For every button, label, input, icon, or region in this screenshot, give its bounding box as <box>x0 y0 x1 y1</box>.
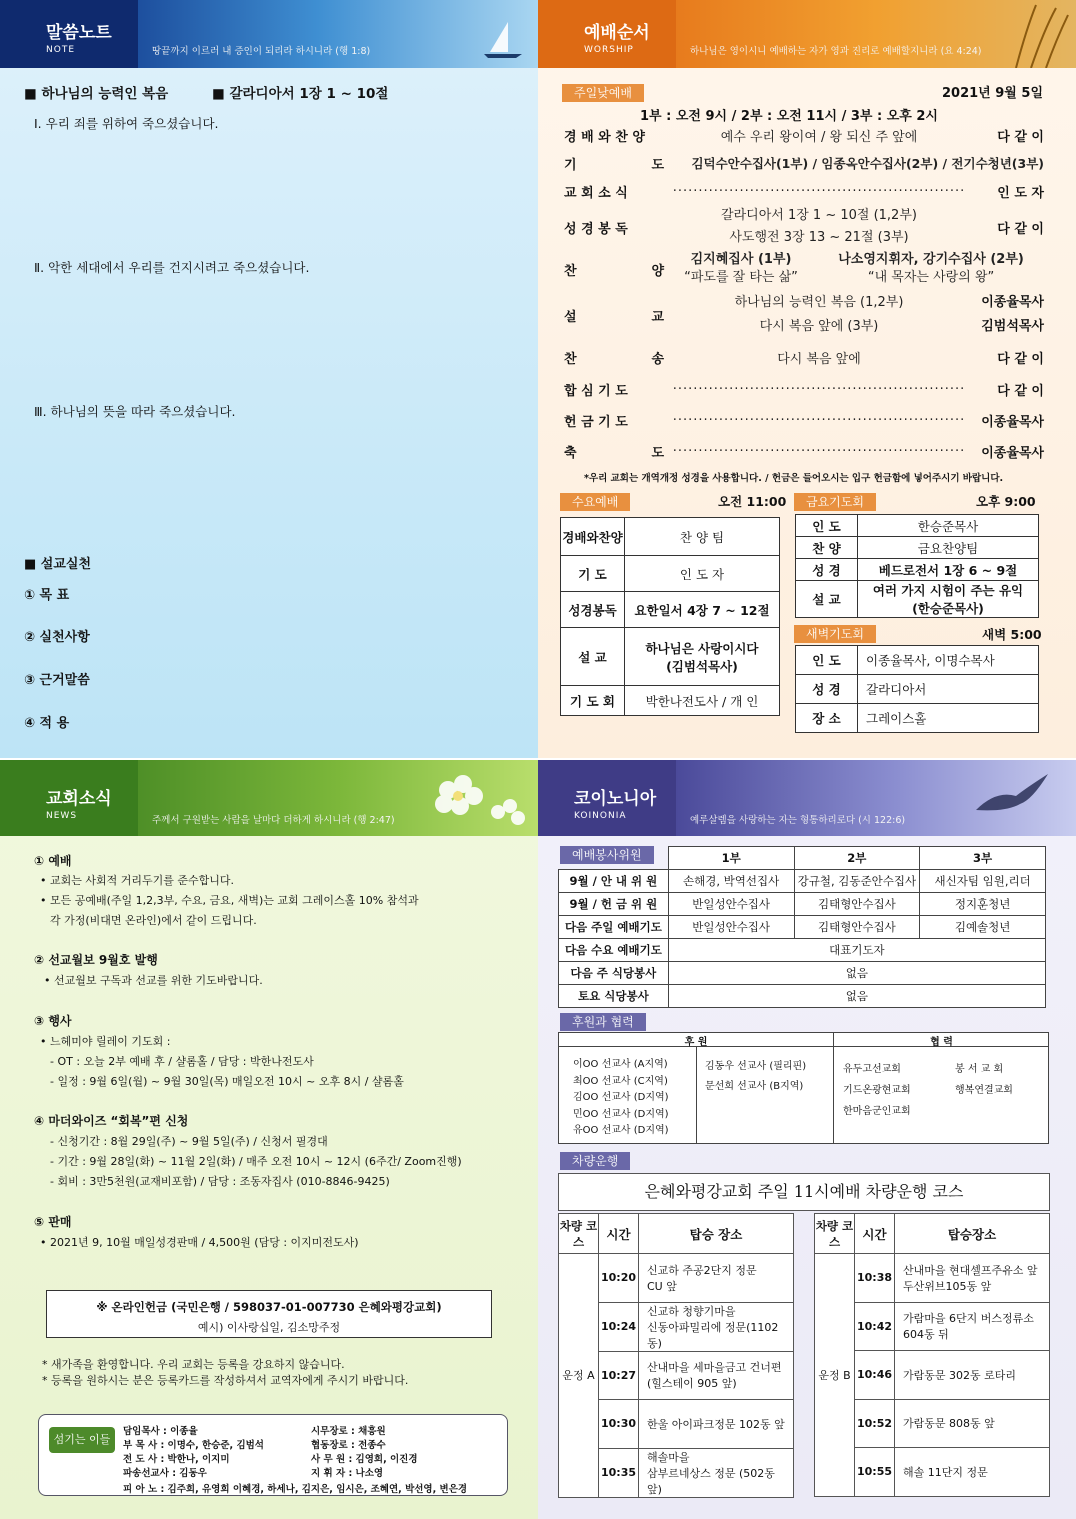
bus-course: 운정 B <box>815 1254 855 1497</box>
order-label: 축 도 <box>564 445 664 461</box>
sea-banner <box>138 0 538 68</box>
wednesday-tag: 수요예배 <box>560 493 630 511</box>
news-line: 각 가정(비대면 온라인)에서 같이 드립니다. <box>50 914 257 927</box>
news-item-title: ③ 행사 <box>34 1014 72 1028</box>
committee-col: 1부 <box>668 847 794 870</box>
online-offering-account: ※ 온라인헌금 (국민은행 / 598037-01-007730 은혜와평강교회) <box>96 1300 442 1314</box>
committee-cell: 정지훈청년 <box>920 893 1046 916</box>
bus-stop: 한울 아이파크정문 102동 앞 <box>639 1400 794 1449</box>
order-row <box>564 295 1044 334</box>
dawn-val: 그레이스홀 <box>858 704 1039 733</box>
practice-item: ③ 근거말씀 <box>24 673 90 688</box>
bus-course: 운정 A <box>559 1254 599 1498</box>
dawn-tag: 새벽기도회 <box>794 625 876 643</box>
news-line: • 교회는 사회적 거리두기를 준수합니다. <box>40 874 234 887</box>
wed-key: 기 도 회 <box>561 686 625 716</box>
bus-time: 10:24 <box>599 1302 639 1351</box>
order-content: 다시 복음 앞에 <box>777 351 861 367</box>
news-line: • 모든 공예배(주일 1,2,3부, 수요, 금요, 새벽)는 교회 그레이스홀 10% 참석과 <box>40 894 419 907</box>
note-subtitle: NOTE <box>46 45 76 55</box>
order-leader: 다 같 이 <box>997 383 1044 399</box>
order-label: 찬 양 <box>564 263 664 279</box>
order-row <box>564 150 1044 176</box>
sunday-tag: 주일낮예배 <box>562 84 644 102</box>
order-row <box>564 252 1044 285</box>
wednesday-time: 오전 11:00 <box>718 494 787 509</box>
committee-role: 다음 수요 예배기도 <box>559 939 669 962</box>
koinonia-subtitle: KOINONIA <box>574 811 627 821</box>
fri-val: 베드로전서 1장 6 ~ 9절 <box>858 559 1039 581</box>
order-row <box>564 344 1044 370</box>
bus-stop: 해솔마을 삼부르네상스 정문 (502동 앞) <box>639 1448 794 1497</box>
welcome-line: * 등록을 원하시는 분은 등록카드를 작성하셔서 교역자에게 주시기 바랍니다. <box>42 1374 409 1387</box>
practice-title: ■ 설교실천 <box>24 557 92 572</box>
divider <box>833 1047 834 1143</box>
praise-song: “내 목자는 사랑의 왕” <box>867 270 995 285</box>
order-label: 헌 금 기 도 <box>564 414 628 430</box>
koinonia-verse: 예루살렘을 사랑하는 자는 형통하리로다 (시 122:6) <box>690 815 906 826</box>
bus-tag: 차량운행 <box>560 1152 630 1170</box>
bus-stop: 신교하 주공2단지 정문 CU 앞 <box>639 1254 794 1303</box>
cooperation-col: 봉 서 교 회 행복연결교회 <box>955 1064 1013 1096</box>
wed-key: 경배와찬양 <box>561 518 625 556</box>
dawn-val: 갈라디아서 <box>858 675 1039 704</box>
fri-val: 금요찬양팀 <box>858 537 1039 559</box>
staff-right: 시무장로 : 채흥원 협동장로 : 전종수 사 무 원 : 김영희, 이진경 지 휘 자 : 나소영 <box>311 1426 418 1479</box>
bus-time: 10:30 <box>599 1400 639 1449</box>
committee-role: 토요 식당봉사 <box>559 985 669 1008</box>
order-label: 합 심 기 도 <box>564 383 628 399</box>
sermon-passage: ■ 갈라디아서 1장 1 ~ 10절 <box>212 86 389 102</box>
wed-val: 요한일서 4장 7 ~ 12절 <box>625 592 780 628</box>
news-title: 교회소식 <box>46 789 112 809</box>
sermon-line: 다시 복음 앞에 (3부) <box>759 319 879 334</box>
praise-song: “파도를 잘 타는 삶” <box>684 270 798 285</box>
worship-subtitle: WORSHIP <box>584 45 634 55</box>
fri-val: 여러 가지 시험이 주는 유익 (한승준목사) <box>858 581 1039 618</box>
order-leader: 이종율목사 <box>981 445 1044 461</box>
news-item-title: ② 선교월보 9월호 발행 <box>34 953 158 967</box>
dawn-key: 장 소 <box>796 704 858 733</box>
wed-key: 성경봉독 <box>561 592 625 628</box>
bus-table-b <box>814 1213 1050 1497</box>
bus-title: 은혜와평강교회 주일 11시예배 차량운행 코스 <box>558 1173 1050 1211</box>
news-title-box <box>0 760 138 836</box>
sermon-point: Ⅱ. 악한 세대에서 우리를 건지시려고 죽으셨습니다. <box>34 260 310 275</box>
leader-dots: ························································· <box>672 381 966 397</box>
note-title: 말씀노트 <box>46 23 112 43</box>
dawn-val: 이종율목사, 이명수목사 <box>858 646 1039 675</box>
committee-cell: 없음 <box>668 962 1045 985</box>
order-label: 설 교 <box>564 309 664 325</box>
praise-leader: 김지혜집사 (1부) <box>690 252 792 267</box>
news-item-title: ⑤ 판매 <box>34 1215 72 1229</box>
wed-val: 찬 양 팀 <box>625 518 780 556</box>
preacher: 김범석목사 <box>981 319 1044 334</box>
news-item-title: ① 예배 <box>34 854 72 868</box>
sponsor-head: 후 원 <box>559 1033 833 1047</box>
friday-time: 오후 9:00 <box>976 494 1036 509</box>
bus-stop: 가람마을 6단지 버스정류소 604동 뒤 <box>895 1302 1050 1351</box>
practice-item: ① 목 표 <box>24 588 70 603</box>
order-leader: 다 같 이 <box>997 221 1044 237</box>
order-label: 교 회 소 식 <box>564 185 628 201</box>
bus-table-a <box>558 1213 794 1498</box>
bus-head: 시간 <box>599 1214 639 1254</box>
order-label: 경 배 와 찬 양 <box>564 129 645 145</box>
committee-cell: 손해경, 박역선집사 <box>668 870 794 893</box>
committee-table <box>558 846 1046 1008</box>
dawn-key: 성 경 <box>796 675 858 704</box>
committee-role: 다음 주일 예배기도 <box>559 916 669 939</box>
fri-key: 설 교 <box>796 581 858 618</box>
practice-item: ② 실천사항 <box>24 630 90 645</box>
order-content: 예수 우리 왕이여 / 왕 되신 주 앞에 <box>720 129 918 145</box>
committee-role: 다음 주 식당봉사 <box>559 962 669 985</box>
committee-cell: 강규철, 김동준안수집사 <box>794 870 920 893</box>
koinonia-header <box>538 760 1076 836</box>
committee-cell: 김태형안수집사 <box>794 893 920 916</box>
news-subtitle: NEWS <box>46 811 78 821</box>
committee-role: 9월 / 헌 금 위 원 <box>559 893 669 916</box>
bus-stop: 해솔 11단지 정문 <box>895 1448 1050 1497</box>
cooperation-col: 유두고선교회 기드온광현교회 한마음군인교회 <box>843 1064 911 1117</box>
order-content-line: 갈라디아서 1장 1 ~ 10절 (1,2부) <box>721 208 917 223</box>
welcome-line: * 새가족을 환영합니다. 우리 교회는 등록을 강요하지 않습니다. <box>42 1358 345 1371</box>
dawn-table <box>795 645 1039 733</box>
order-row <box>564 178 1044 204</box>
order-leader: 이종율목사 <box>981 414 1044 430</box>
bus-time: 10:27 <box>599 1351 639 1400</box>
committee-cell: 반일성안수집사 <box>668 916 794 939</box>
news-line: • 느헤미야 릴레이 기도회 : <box>40 1035 171 1048</box>
fri-key: 성 경 <box>796 559 858 581</box>
worship-title: 예배순서 <box>584 23 650 43</box>
sermon-title: ■ 하나님의 능력인 복음 <box>24 86 169 102</box>
bus-time: 10:38 <box>855 1254 895 1303</box>
bus-stop: 산내마을 현대셀프주유소 앞 두산위브105동 앞 <box>895 1254 1050 1303</box>
news-line: - 일정 : 9월 6일(월) ~ 9월 30일(목) 매일오전 10시 ~ 오후 8시 / 샬롬홀 <box>50 1075 404 1088</box>
bus-time: 10:35 <box>599 1448 639 1497</box>
practice-item: ④ 적 용 <box>24 716 70 731</box>
worship-date: 2021년 9월 5일 <box>942 86 1043 101</box>
sponsor-col: 김동우 선교사 (필리핀) 문선희 선교사 (B지역) <box>705 1061 807 1092</box>
order-row <box>564 208 1044 245</box>
online-offering-example: 예시) 이사랑십일, 김소망주정 <box>197 1321 341 1334</box>
wed-key: 기 도 <box>561 556 625 592</box>
staff-tag: 섬기는 이들 <box>49 1427 115 1453</box>
committee-cell: 없음 <box>668 985 1045 1008</box>
sponsor-col: 이OO 선교사 (A지역) 최OO 선교사 (C지역) 김OO 선교사 (D지역) 민OO 선교사 (D지역) 유OO 선교사 (D지역) <box>559 1047 697 1143</box>
bus-stop: 가람동문 302동 로타리 <box>895 1351 1050 1400</box>
leader-dots: ························································· <box>672 183 966 199</box>
worship-note: *우리 교회는 개역개정 성경을 사용합니다. / 헌금은 들어오시는 입구 헌금함에 넣어주시기 바랍니다. <box>584 473 1004 484</box>
order-leader <box>974 291 1044 339</box>
sermon-point: Ⅰ. 우리 죄를 위하여 죽으셨습니다. <box>34 116 219 131</box>
bus-time: 10:42 <box>855 1302 895 1351</box>
friday-table <box>795 514 1039 618</box>
fri-val: 한승준목사 <box>858 515 1039 537</box>
staff-box <box>38 1414 508 1496</box>
bus-time: 10:46 <box>855 1351 895 1400</box>
news-line: - OT : 오늘 2부 예배 후 / 샬롬홀 / 담당 : 박한나전도사 <box>50 1055 314 1068</box>
leader-dots: ························································· <box>672 412 966 428</box>
bus-time: 10:52 <box>855 1399 895 1448</box>
news-item-title: ④ 마더와이즈 “회복”편 신청 <box>34 1114 189 1128</box>
committee-cell: 반일성안수집사 <box>668 893 794 916</box>
online-offering-box <box>46 1290 492 1338</box>
news-header <box>0 760 538 836</box>
bus-head: 탑승 장소 <box>639 1214 794 1254</box>
wed-val: 하나님은 사랑이시다 (김범석목사) <box>625 628 780 686</box>
dawn-key: 인 도 <box>796 646 858 675</box>
bus-time: 10:20 <box>599 1254 639 1303</box>
praise-leader: 나소영지휘자, 강기수집사 (2부) <box>838 252 1024 267</box>
order-leader: 다 같 이 <box>997 129 1044 145</box>
staff-left: 담임목사 : 이종율 부 목 사 : 이명수, 한승준, 김범석 전 도 사 : 박한나, 이지미 파송선교사 : 김동우 <box>123 1426 264 1479</box>
committee-cell: 새신자팀 임원,리더 <box>920 870 1046 893</box>
note-title-box <box>0 0 138 68</box>
dawn-time: 새벽 5:00 <box>982 627 1042 642</box>
wed-val: 박한나전도사 / 개 인 <box>625 686 780 716</box>
bus-stop: 산내마을 세마을금고 건너편 (힐스테이 905 앞) <box>639 1351 794 1400</box>
committee-cell: 김예솔청년 <box>920 916 1046 939</box>
committee-tag: 예배봉사위원 <box>560 846 654 864</box>
committee-col: 2부 <box>794 847 920 870</box>
news-line: - 기간 : 9월 28일(화) ~ 11월 2일(화) / 매주 오전 10시 ~ 12시 (6주간/ Zoom진행) <box>50 1155 462 1168</box>
order-label: 찬 송 <box>564 351 664 367</box>
service-times: 1부 : 오전 9시 / 2부 : 오전 11시 / 3부 : 오후 2시 <box>640 109 938 124</box>
bus-time: 10:55 <box>855 1448 895 1497</box>
note-panel <box>0 0 538 758</box>
wheat-banner <box>676 0 1076 68</box>
note-header <box>0 0 538 68</box>
bus-head: 차량 코스 <box>815 1214 855 1254</box>
order-row <box>564 407 1044 433</box>
sermon-line: 하나님의 능력인 복음 (1,2부) <box>734 295 904 310</box>
news-line: • 2021년 9, 10월 매일성경판매 / 4,500원 (담당 : 이지미전도사) <box>40 1236 359 1249</box>
wednesday-table <box>560 517 780 716</box>
worship-title-box <box>538 0 676 68</box>
koinonia-title-box <box>538 760 676 836</box>
wed-key: 설 교 <box>561 628 625 686</box>
committee-cell: 김태형안수집사 <box>794 916 920 939</box>
worship-header <box>538 0 1076 68</box>
news-line: - 신청기간 : 8월 29일(주) ~ 9월 5일(주) / 신청서 필경대 <box>50 1135 328 1148</box>
bus-head: 차량 코스 <box>559 1214 599 1254</box>
order-label: 성 경 봉 독 <box>564 221 628 237</box>
sailboat-illustration <box>138 0 538 68</box>
bus-stop: 가람동문 808동 앞 <box>895 1399 1050 1448</box>
fri-key: 찬 양 <box>796 537 858 559</box>
order-row <box>564 376 1044 402</box>
wheat-illustration <box>676 0 1076 68</box>
staff-piano: 피 아 노 : 김주희, 유영희 이혜경, 하세나, 김지은, 임시은, 조혜연, 박선영, 변은경 <box>123 1484 468 1495</box>
committee-col: 3부 <box>920 847 1046 870</box>
fri-key: 인 도 <box>796 515 858 537</box>
wed-val: 인 도 자 <box>625 556 780 592</box>
bus-head: 시간 <box>855 1214 895 1254</box>
order-content <box>664 251 1044 287</box>
order-leader: 다 같 이 <box>997 351 1044 367</box>
order-leader: 인 도 자 <box>997 185 1044 201</box>
bus-head: 탑승장소 <box>895 1214 1050 1254</box>
note-verse: 땅끝까지 이르러 내 증인이 되리라 하시니라 (행 1:8) <box>152 46 371 57</box>
worship-verse: 하나님은 영이시니 예배하는 자가 영과 진리로 예배할지니라 (요 4:24) <box>690 46 982 57</box>
preacher: 이종율목사 <box>981 295 1044 310</box>
order-label: 기 도 <box>564 157 664 173</box>
order-row <box>564 122 1044 148</box>
leader-dots: ························································· <box>672 443 966 459</box>
order-content-line: 사도행전 3장 13 ~ 21절 (3부) <box>729 230 909 245</box>
order-content: 김덕수안수집사(1부) / 임종옥안수집사(2부) / 전기수청년(3부) <box>691 156 1044 171</box>
news-verse: 주께서 구원받는 사람을 날마다 더하게 하시니라 (행 2:47) <box>152 815 395 826</box>
cooperation-head: 협 력 <box>833 1033 1049 1047</box>
sponsor-tag: 후원과 협력 <box>560 1013 646 1031</box>
sermon-point: Ⅲ. 하나님의 뜻을 따라 죽으셨습니다. <box>34 404 236 419</box>
committee-cell: 대표기도자 <box>668 939 1045 962</box>
news-panel <box>0 760 538 1519</box>
order-row <box>564 438 1044 464</box>
bus-stop: 신교하 청향기마을 신동아파밀리에 정문(1102동) <box>639 1302 794 1351</box>
order-content <box>664 291 974 339</box>
koinonia-panel <box>538 760 1076 1519</box>
worship-panel <box>538 0 1076 758</box>
sponsor-box <box>558 1032 1049 1144</box>
order-content <box>664 205 974 249</box>
committee-role: 9월 / 안 내 위 원 <box>559 870 669 893</box>
news-line: • 선교월보 구독과 선교를 위한 기도바랍니다. <box>44 974 263 987</box>
friday-tag: 금요기도회 <box>794 493 876 511</box>
news-line: - 회비 : 3만5천원(교재비포함) / 담당 : 조동자집사 (010-8846-9425) <box>50 1175 390 1188</box>
koinonia-title: 코이노니아 <box>574 789 657 809</box>
